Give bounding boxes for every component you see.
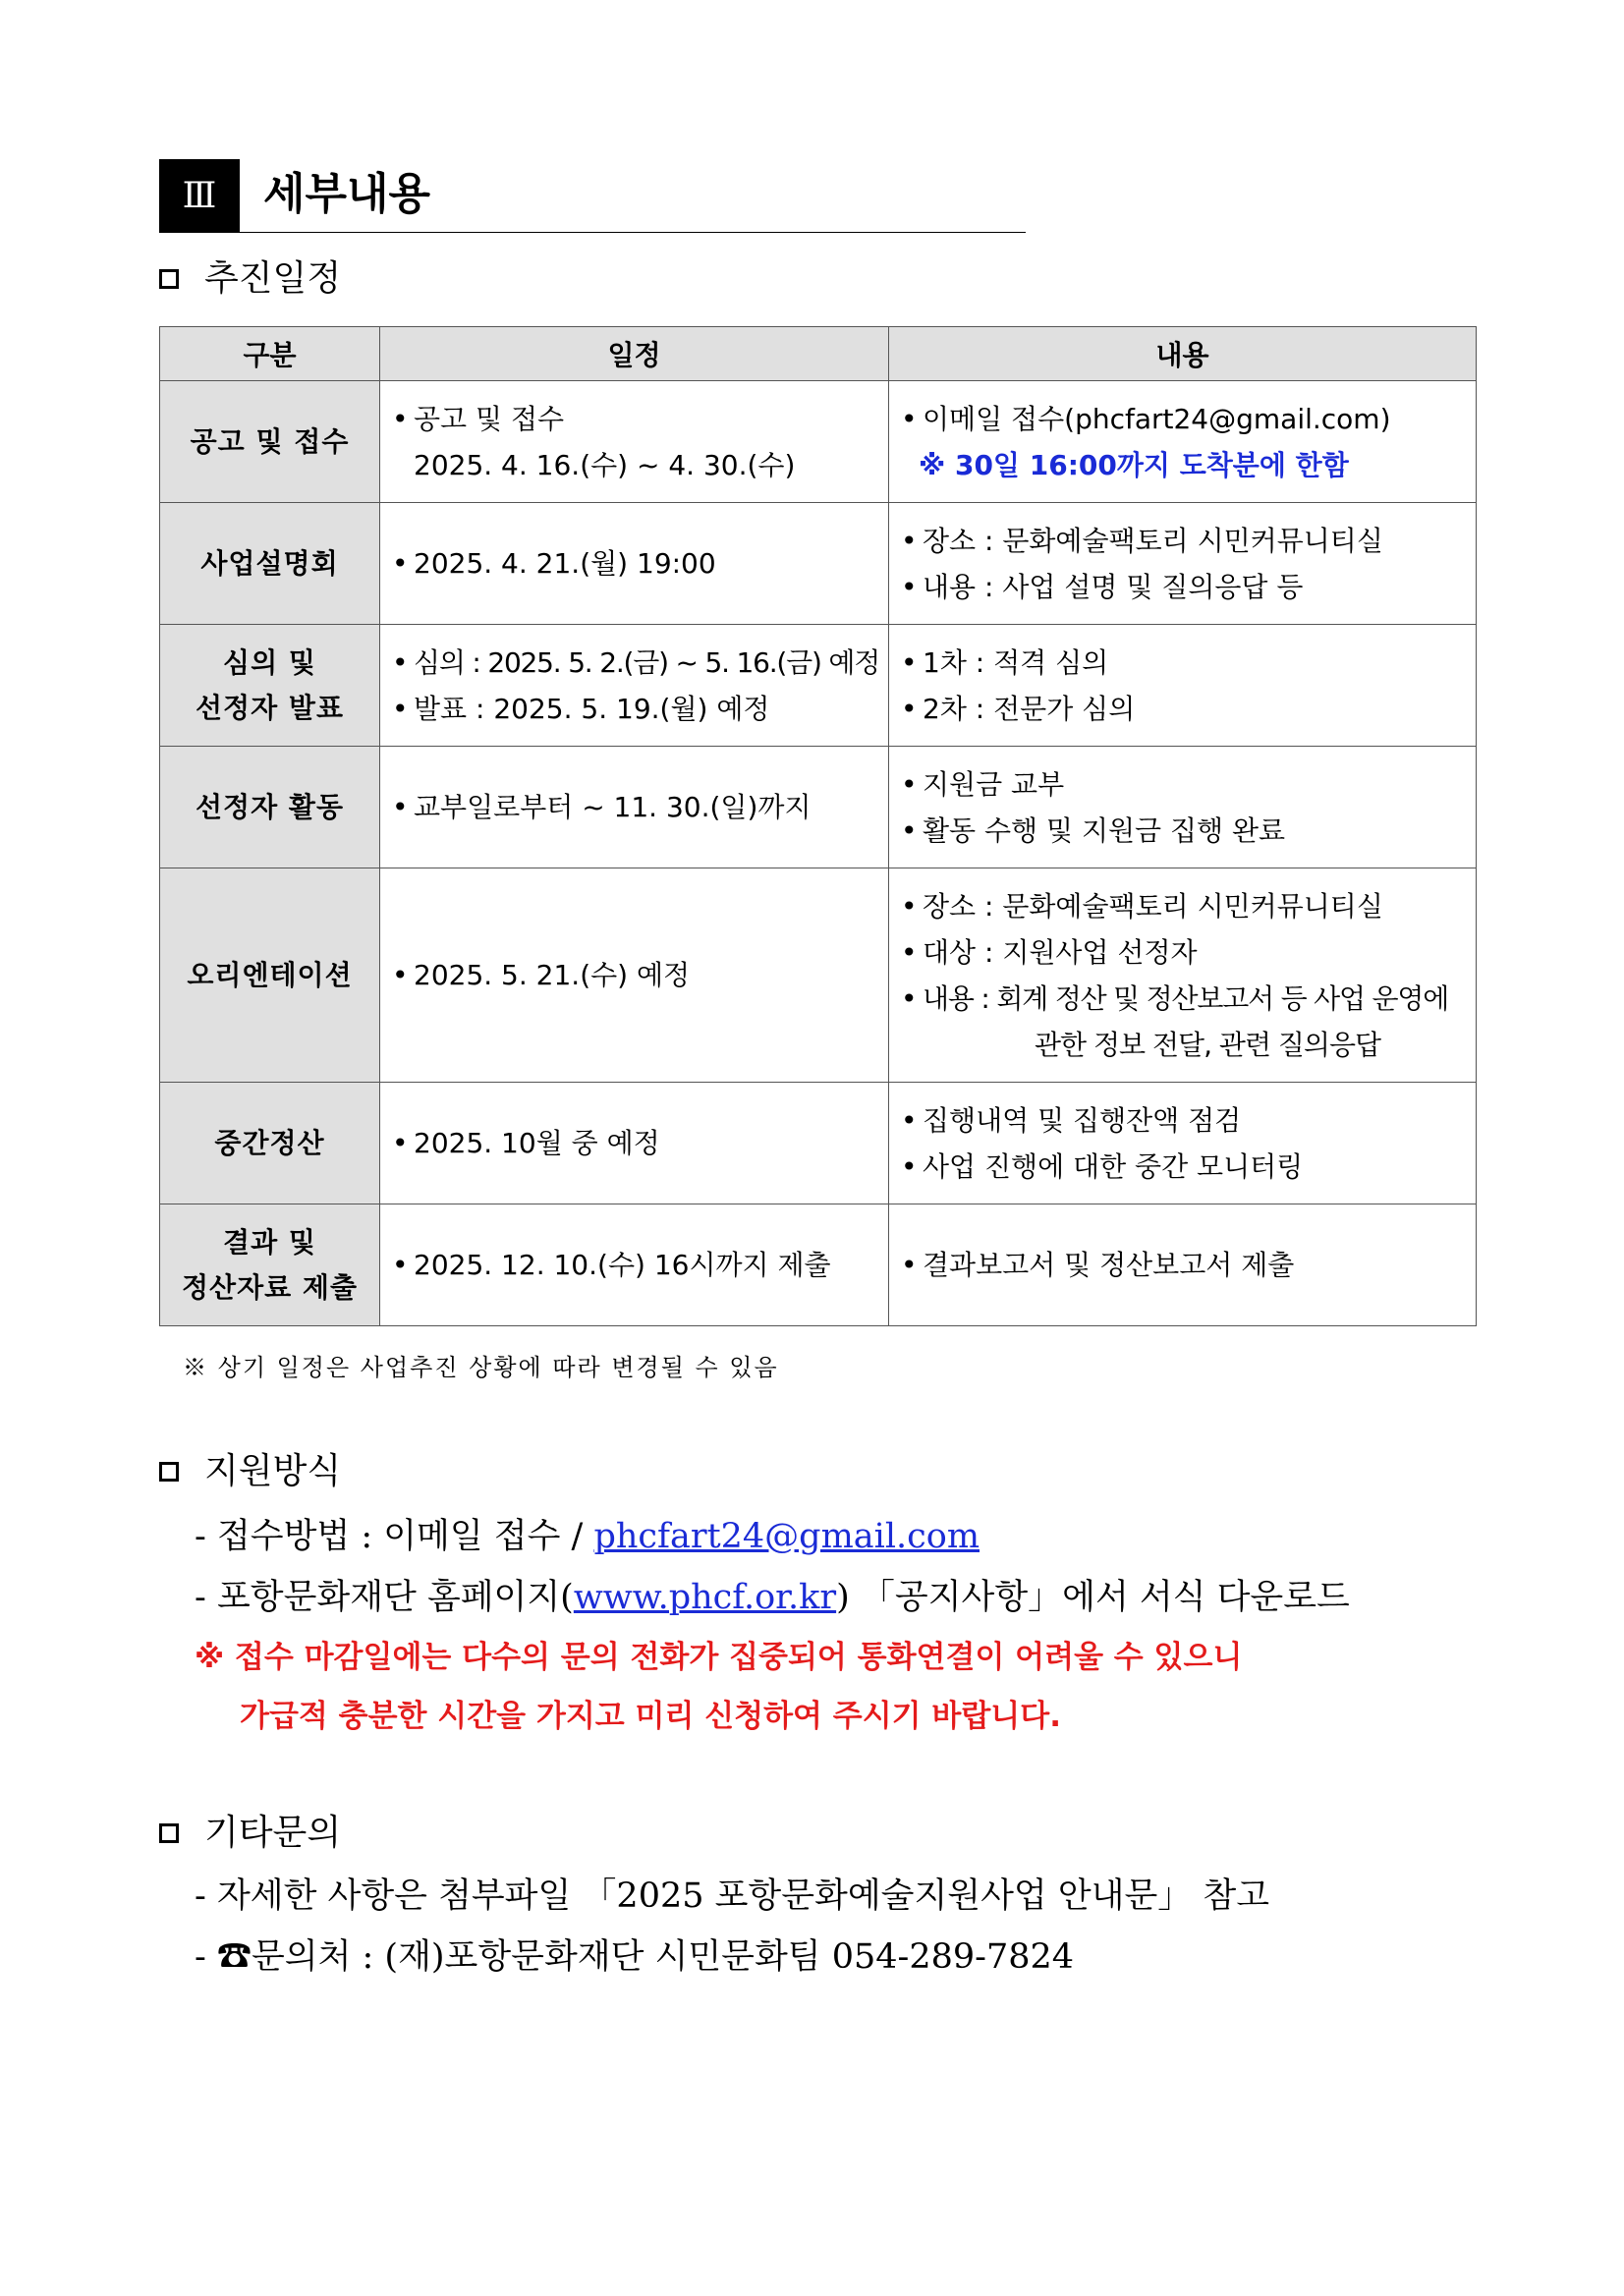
row-category: 사업설명회 [160,503,380,625]
row-schedule [380,381,889,503]
col-header-content: 내용 [889,327,1477,381]
list-item: • 교부일로부터 ~ 11. 30.(일)까지 [392,784,876,830]
row-content [889,868,1477,1083]
submission-method-text: - 접수방법 : 이메일 접수 / [195,1517,594,1556]
item-text: 2025. 4. 21.(월) 19:00 [414,547,716,580]
item-text: 내용 : 회계 정산 및 정산보고서 등 사업 운영에 [923,981,1449,1015]
item-continuation: 2025. 4. 16.(수) ~ 4. 30.(수) [414,448,796,481]
item-text: 심의 : 2025. 5. 2.(금) ~ 5. 16.(금) 예정 [414,645,880,679]
item-text: 2025. 12. 10.(수) 16시까지 제출 [414,1249,831,1281]
category-line: 선정자 발표 [196,691,344,724]
row-schedule [380,747,889,868]
list-item: • 내용 : 사업 설명 및 질의응답 등 [901,564,1464,610]
email-link[interactable]: phcfart24@gmail.com [593,1517,980,1556]
schedule-table [159,326,1477,1326]
list-item: • 공고 및 접수 [392,396,876,442]
list-item: • 지원금 교부 [901,761,1464,808]
warning-line: ※ 접수 마감일에는 다수의 문의 전화가 집중되어 통화연결이 어려울 수 있으니 [195,1640,1243,1675]
item-text: 장소 : 문화예술팩토리 시민커뮤니티실 [923,524,1383,557]
item-text: 대상 : 지원사업 선정자 [923,935,1198,969]
list-item: • 결과보고서 및 정산보고서 제출 [901,1242,1464,1288]
list-item: • 2차 : 전문가 심의 [901,686,1464,732]
item-text: 교부일로부터 ~ 11. 30.(일)까지 [414,791,812,823]
row-content [889,503,1477,625]
item-text: 2025. 10월 중 예정 [414,1127,660,1159]
row-content [889,1083,1477,1204]
item-text: 2025. 5. 21.(수) 예정 [414,959,691,991]
list-item: • 발표 : 2025. 5. 19.(월) 예정 [392,686,876,732]
support-heading [159,1450,341,1493]
row-category: 중간정산 [160,1083,380,1204]
list-item: • 사업 진행에 대한 중간 모니터링 [901,1144,1464,1190]
table-row [160,747,1477,868]
list-item: • 이메일 접수(phcfart24@gmail.com) [901,396,1464,442]
section-title: 세부내용 [263,169,431,219]
table-row [160,1083,1477,1204]
table-row [160,868,1477,1083]
table-header-row [160,327,1477,381]
item-text: 1차 : 적격 심의 [923,645,1109,679]
item-text: 사업 진행에 대한 중간 모니터링 [923,1149,1304,1183]
list-item: • 2025. 10월 중 예정 [392,1120,876,1166]
item-text: 지원금 교부 [923,767,1065,801]
row-content [889,1204,1477,1326]
list-item: • 심의 : 2025. 5. 2.(금) ~ 5. 16.(금) 예정 [392,640,876,686]
row-content [889,747,1477,868]
item-text: 활동 수행 및 지원금 집행 완료 [923,813,1286,847]
item-text: 2차 : 전문가 심의 [923,692,1136,725]
support-heading-label: 지원방식 [204,1451,342,1491]
row-category [160,1204,380,1326]
schedule-footnote: ※ 상기 일정은 사업추진 상황에 따라 변경될 수 있음 [183,1354,779,1381]
table-row [160,381,1477,503]
row-schedule [380,868,889,1083]
list-item: • 장소 : 문화예술팩토리 시민커뮤니티실 [901,883,1464,929]
row-schedule [380,1204,889,1326]
section-number: Ⅲ [159,159,240,232]
table-row [160,1204,1477,1326]
etc-heading [159,1812,341,1855]
download-text-suffix: ) 「공지사항」에서 서식 다운로드 [836,1578,1350,1617]
item-text: 집행내역 및 집행잔액 점검 [923,1103,1242,1137]
col-header-category: 구분 [160,327,380,381]
category-line: 정산자료 제출 [181,1270,359,1304]
checkbox-square-icon [159,1462,179,1482]
row-schedule [380,503,889,625]
table-row [160,503,1477,625]
row-schedule [380,625,889,747]
warning-line: 가급적 충분한 시간을 가지고 미리 신청하여 주시기 바랍니다. [240,1699,1061,1734]
list-item: • 2025. 12. 10.(수) 16시까지 제출 [392,1242,876,1288]
submission-method-line [195,1513,980,1560]
row-schedule [380,1083,889,1204]
row-category: 선정자 활동 [160,747,380,868]
list-item: • 장소 : 문화예술팩토리 시민커뮤니티실 [901,518,1464,564]
item-text: 이메일 접수(phcfart24@gmail.com) [923,402,1391,435]
item-text: 결과보고서 및 정산보고서 제출 [923,1249,1295,1281]
col-header-schedule: 일정 [380,327,889,381]
row-content [889,625,1477,747]
deadline-note: ※ 30일 16:00까지 도착분에 한함 [919,448,1349,481]
list-item: • 2025. 5. 21.(수) 예정 [392,952,876,998]
contact-line: - ☎문의처 : (재)포항문화재단 시민문화팀 054-289-7824 [195,1937,1075,1977]
list-item: • 활동 수행 및 지원금 집행 완료 [901,808,1464,854]
item-continuation: 관한 정보 전달, 관련 질의응답 [1035,1028,1381,1061]
row-category [160,625,380,747]
schedule-heading [159,257,341,301]
list-item: • 집행내역 및 집행잔액 점검 [901,1097,1464,1144]
list-item: • 1차 : 적격 심의 [901,640,1464,686]
category-line: 심의 및 [223,645,316,679]
section-header [159,159,1026,233]
etc-heading-label: 기타문의 [204,1813,342,1853]
checkbox-square-icon [159,1823,179,1843]
download-text: - 포항문화재단 홈페이지( [195,1578,574,1617]
schedule-heading-label: 추진일정 [204,258,342,299]
row-category: 공고 및 접수 [160,381,380,503]
row-category: 오리엔테이션 [160,868,380,1083]
list-item: • 내용 : 회계 정산 및 정산보고서 등 사업 운영에 [901,976,1464,1022]
website-link[interactable]: www.phcf.or.kr [573,1578,837,1617]
item-text: 내용 : 사업 설명 및 질의응답 등 [923,570,1304,603]
details-line: - 자세한 사항은 첨부파일 「2025 포항문화예술지원사업 안내문」 참고 [195,1876,1270,1916]
checkbox-square-icon [159,269,179,289]
item-text: 공고 및 접수 [414,402,565,435]
category-line: 결과 및 [223,1225,316,1259]
item-text: 장소 : 문화예술팩토리 시민커뮤니티실 [923,889,1383,923]
item-text: 발표 : 2025. 5. 19.(월) 예정 [414,692,770,725]
row-content [889,381,1477,503]
download-line [195,1574,1350,1621]
list-item: • 2025. 4. 21.(월) 19:00 [392,540,876,587]
list-item: • 대상 : 지원사업 선정자 [901,929,1464,976]
table-row [160,625,1477,747]
